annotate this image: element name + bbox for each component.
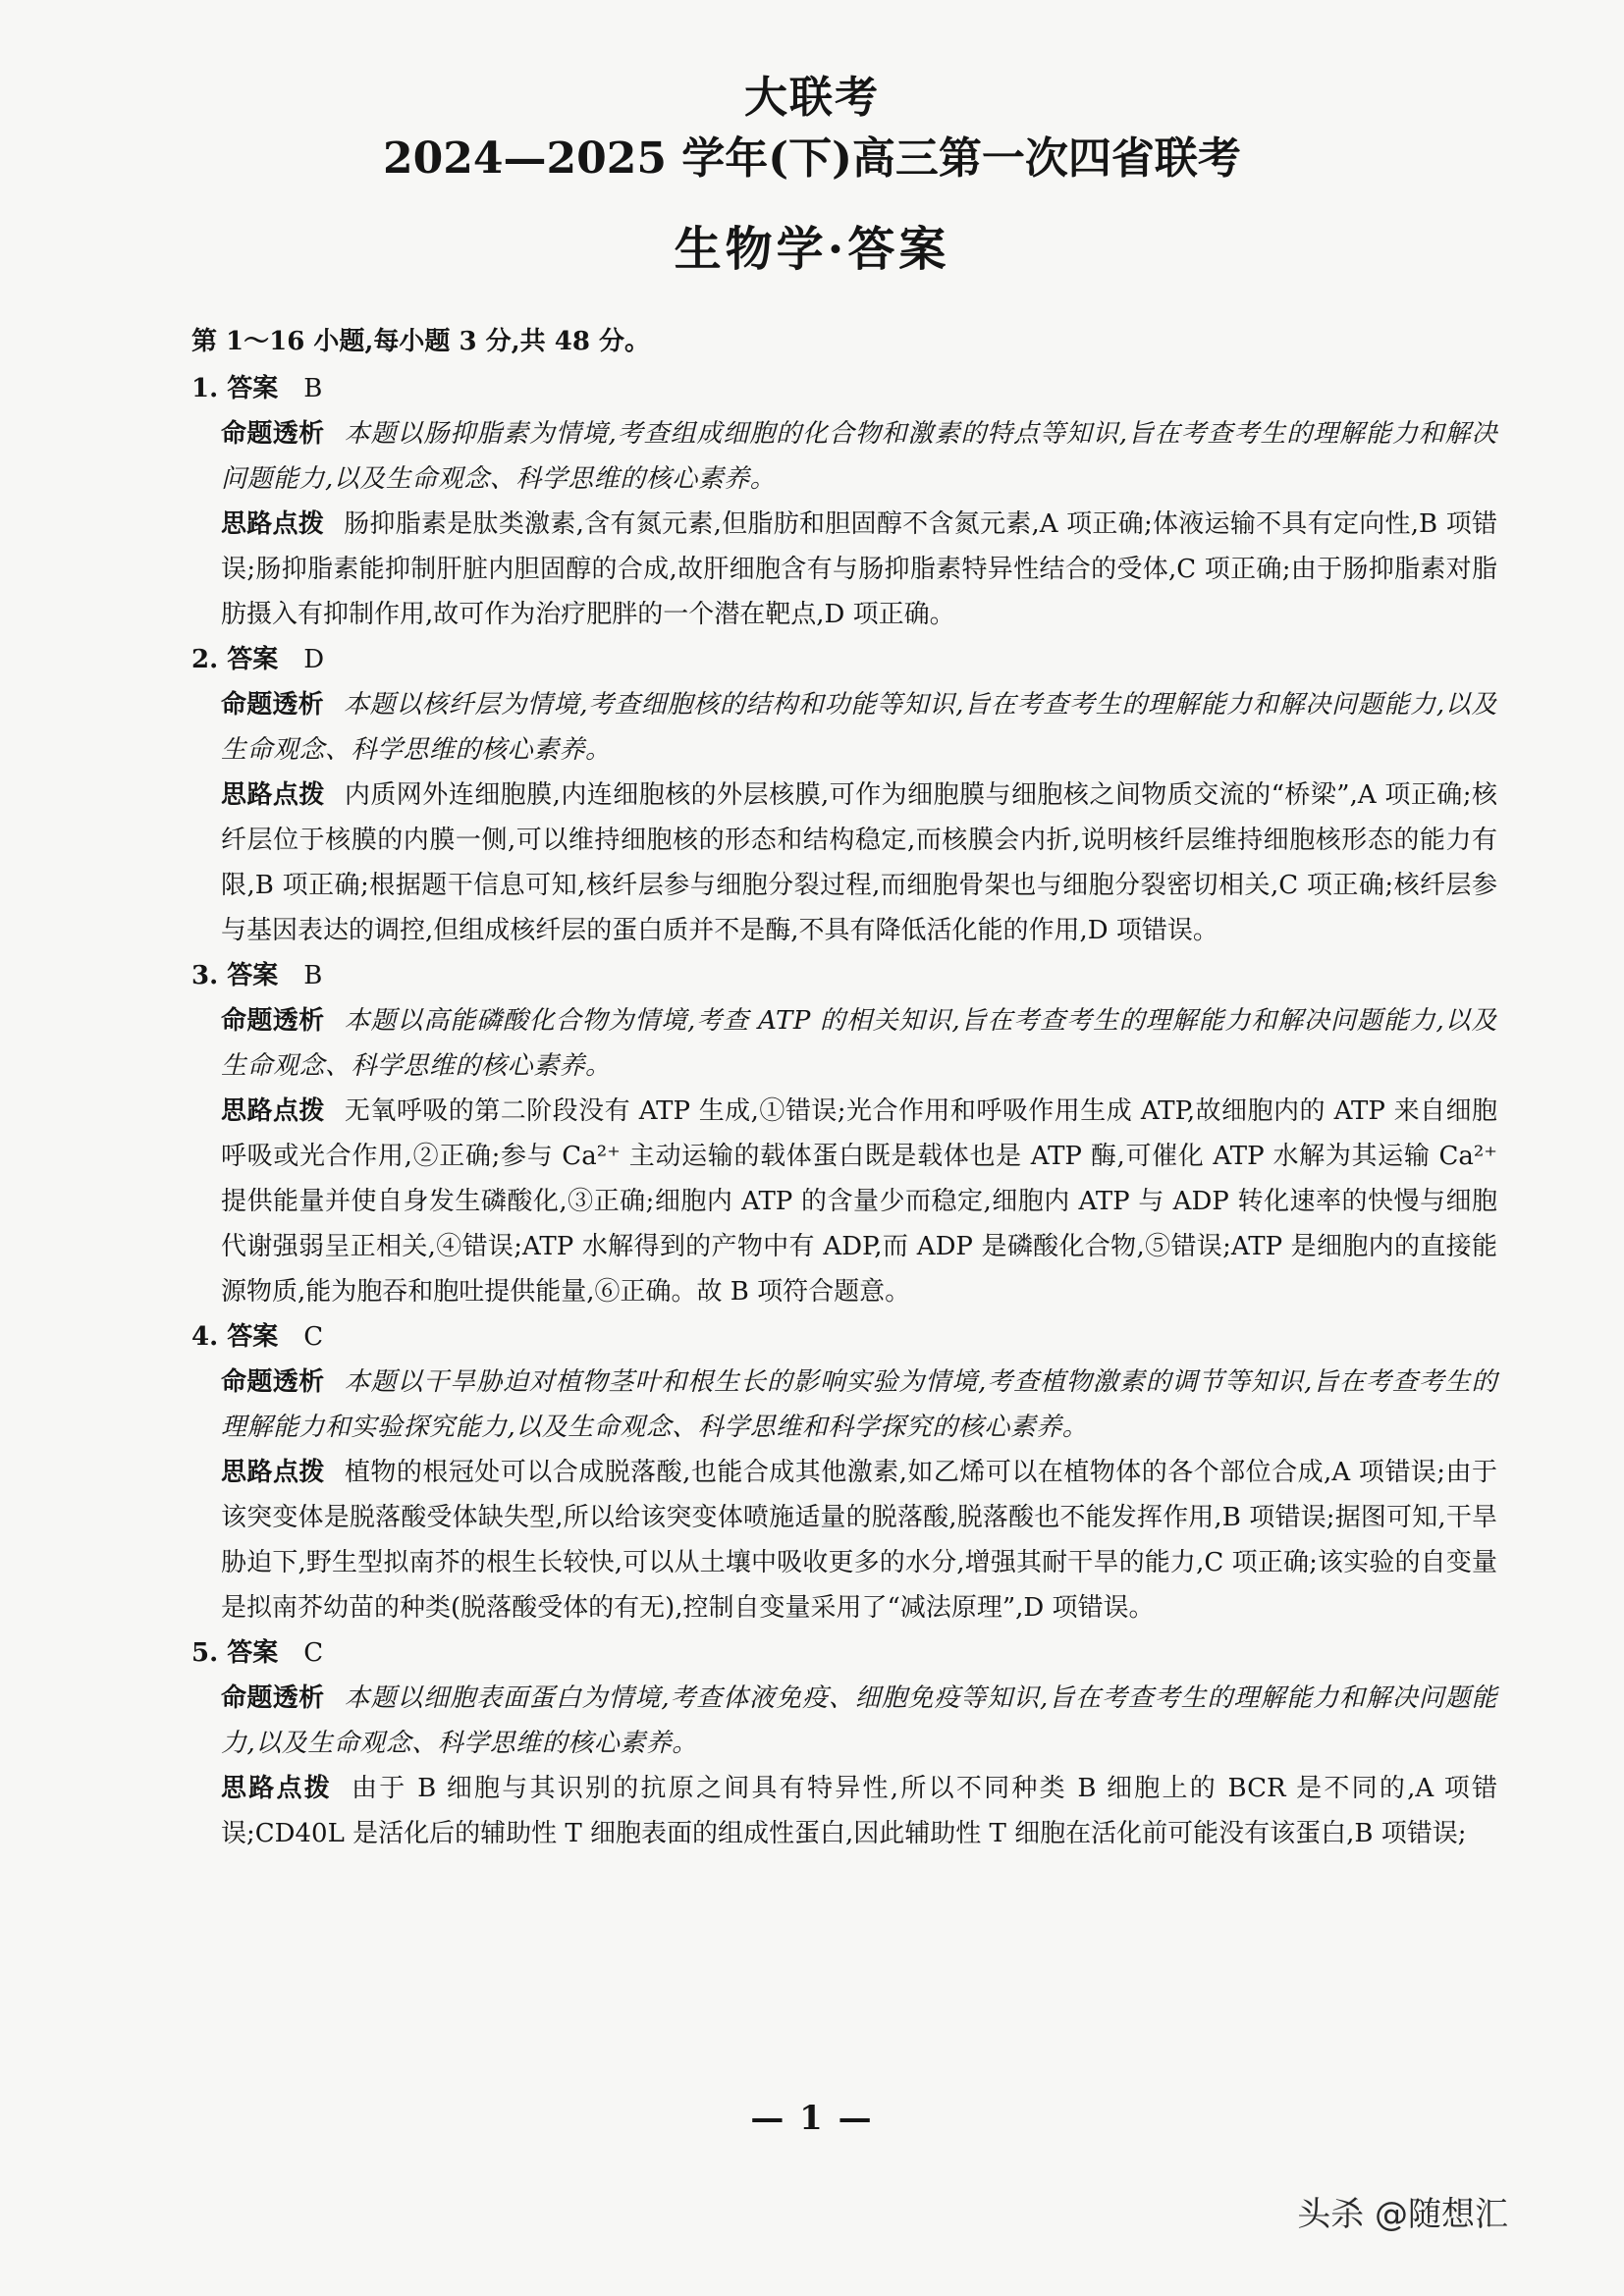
answer-content [191,319,1497,1856]
answer-letter: B [303,374,323,403]
question-block [191,953,1497,1314]
question-block [191,366,1497,637]
question-number: 1. 答案 [191,374,279,403]
analysis-label: 命题透析 [221,419,325,449]
page-number: — 1 — [750,2099,874,2138]
section-intro: 第 1～16 小题,每小题 3 分,共 48 分。 [191,327,650,356]
analysis-text: 本题以高能磷酸化合物为情境,考查 ATP 的相关知识,旨在考查考生的理解能力和解决问题能力,以及生命观念、科学思维的核心素养。 [221,1006,1497,1081]
hint-paragraph [221,1089,1497,1314]
hint-label: 思路点拨 [221,1096,325,1126]
question-heading [191,953,1497,998]
hint-text: 肠抑脂素是肽类激素,含有氮元素,但脂肪和胆固醇不含氮元素,A 项正确;体液运输不具有定向性,B 项错误;肠抑脂素能抑制肝脏内胆固醇的合成,故肝细胞含有与肠抑脂素特异性结合的受体,C 项正确;由于肠抑脂素对脂肪摄入有抑制作用,故可作为治疗肥胖的一个潜在靶点,D 项正确。 [221,509,1497,629]
hint-label: 思路点拨 [221,780,325,810]
question-number: 2. 答案 [191,645,279,674]
analysis-label: 命题透析 [221,1006,325,1036]
question-number: 5. 答案 [191,1638,279,1668]
question-heading [191,1630,1497,1676]
analysis-paragraph [221,1676,1497,1766]
hint-text: 无氧呼吸的第二阶段没有 ATP 生成,①错误;光合作用和呼吸作用生成 ATP,故细胞内的 ATP 来自细胞呼吸或光合作用,②正确;参与 Ca²⁺ 主动运输的载体蛋白既是载体也是 ATP 酶,可催化 ATP 水解为其运输 Ca²⁺ 提供能量并使自身发生磷酸化,③正确;细胞内 ATP 的含量少而稳定,细胞内 ATP 与 ADP 转化速率的快慢与细胞代谢强弱呈正相关,④错误;ATP 水解得到的产物中有 ADP,而 ADP 是磷酸化合物,⑤错误;ATP 是细胞内的直接能源物质,能为胞吞和胞吐提供能量,⑥正确。故 B 项符合题意。 [221,1096,1497,1307]
hint-text: 植物的根冠处可以合成脱落酸,也能合成其他激素,如乙烯可以在植物体的各个部位合成,A 项错误;由于该突变体是脱落酸受体缺失型,所以给该突变体喷施适量的脱落酸,脱落酸也不能发挥作用,B 项错误;据图可知,干旱胁迫下,野生型拟南芥的根生长较快,可以从土壤中吸收更多的水分,增强其耐干旱的能力,C 项正确;该实验的自变量是拟南芥幼苗的种类(脱落酸受体的有无),控制自变量采用了“减法原理”,D 项错误。 [221,1458,1497,1623]
answer-letter: D [303,645,325,674]
hint-label: 思路点拨 [221,1774,333,1803]
watermark: 头杀 @随想汇 [1297,2195,1508,2234]
analysis-label: 命题透析 [221,690,324,720]
exam-title: 2024—2025 学年(下)高三第一次四省联考 [383,133,1241,184]
hint-paragraph [221,1766,1497,1856]
analysis-paragraph [221,1360,1497,1450]
hint-paragraph [221,773,1497,953]
question-block [191,1314,1497,1630]
question-block [191,637,1497,953]
hint-paragraph [221,502,1497,637]
hint-text: 内质网外连细胞膜,内连细胞核的外层核膜,可作为细胞膜与细胞核之间物质交流的“桥梁”,A 项正确;核纤层位于核膜的内膜一侧,可以维持细胞核的形态和结构稳定,而核膜会内折,说明核纤层维持细胞核形态的能力有限,B 项正确;根据题干信息可知,核纤层参与细胞分裂过程,而细胞骨架也与细胞分裂密切相关,C 项正确;核纤层参与基因表达的调控,但组成核纤层的蛋白质并不是酶,不具有降低活化能的作用,D 项错误。 [221,780,1497,945]
hint-label: 思路点拨 [221,1458,325,1487]
hint-paragraph [221,1450,1497,1630]
subject-title: 生物学·答案 [674,222,950,277]
analysis-paragraph [221,682,1497,773]
analysis-text: 本题以核纤层为情境,考查细胞核的结构和功能等知识,旨在考查考生的理解能力和解决问题能力,以及生命观念、科学思维的核心素养。 [221,690,1497,765]
analysis-text: 本题以肠抑脂素为情境,考查组成细胞的化合物和激素的特点等知识,旨在考查考生的理解能力和解决问题能力,以及生命观念、科学思维的核心素养。 [221,419,1497,494]
answer-letter: B [303,961,323,990]
question-number: 4. 答案 [191,1322,279,1352]
analysis-text: 本题以干旱胁迫对植物茎叶和根生长的影响实验为情境,考查植物激素的调节等知识,旨在考查考生的理解能力和实验探究能力,以及生命观念、科学思维和科学探究的核心素养。 [221,1367,1497,1442]
analysis-label: 命题透析 [221,1683,325,1713]
hint-text: 由于 B 细胞与其识别的抗原之间具有特异性,所以不同种类 B 细胞上的 BCR 是不同的,A 项错误;CD40L 是活化后的辅助性 T 细胞表面的组成性蛋白,因此辅助性 T 细胞在活化前可能没有该蛋白,B 项错误; [221,1774,1497,1848]
question-block [191,1630,1497,1856]
question-heading [191,366,1497,411]
analysis-label: 命题透析 [221,1367,325,1397]
answer-letter: C [303,1638,324,1668]
hint-label: 思路点拨 [221,509,325,539]
question-heading [191,637,1497,682]
title-block [0,71,1624,281]
analysis-paragraph [221,998,1497,1089]
question-number: 3. 答案 [191,961,279,990]
analysis-text: 本题以细胞表面蛋白为情境,考查体液免疫、细胞免疫等知识,旨在考查考生的理解能力和解决问题能力,以及生命观念、科学思维的核心素养。 [221,1683,1497,1758]
answer-letter: C [303,1322,324,1352]
exam-brand: 大联考 [744,73,880,123]
analysis-paragraph [221,411,1497,502]
question-heading [191,1314,1497,1360]
